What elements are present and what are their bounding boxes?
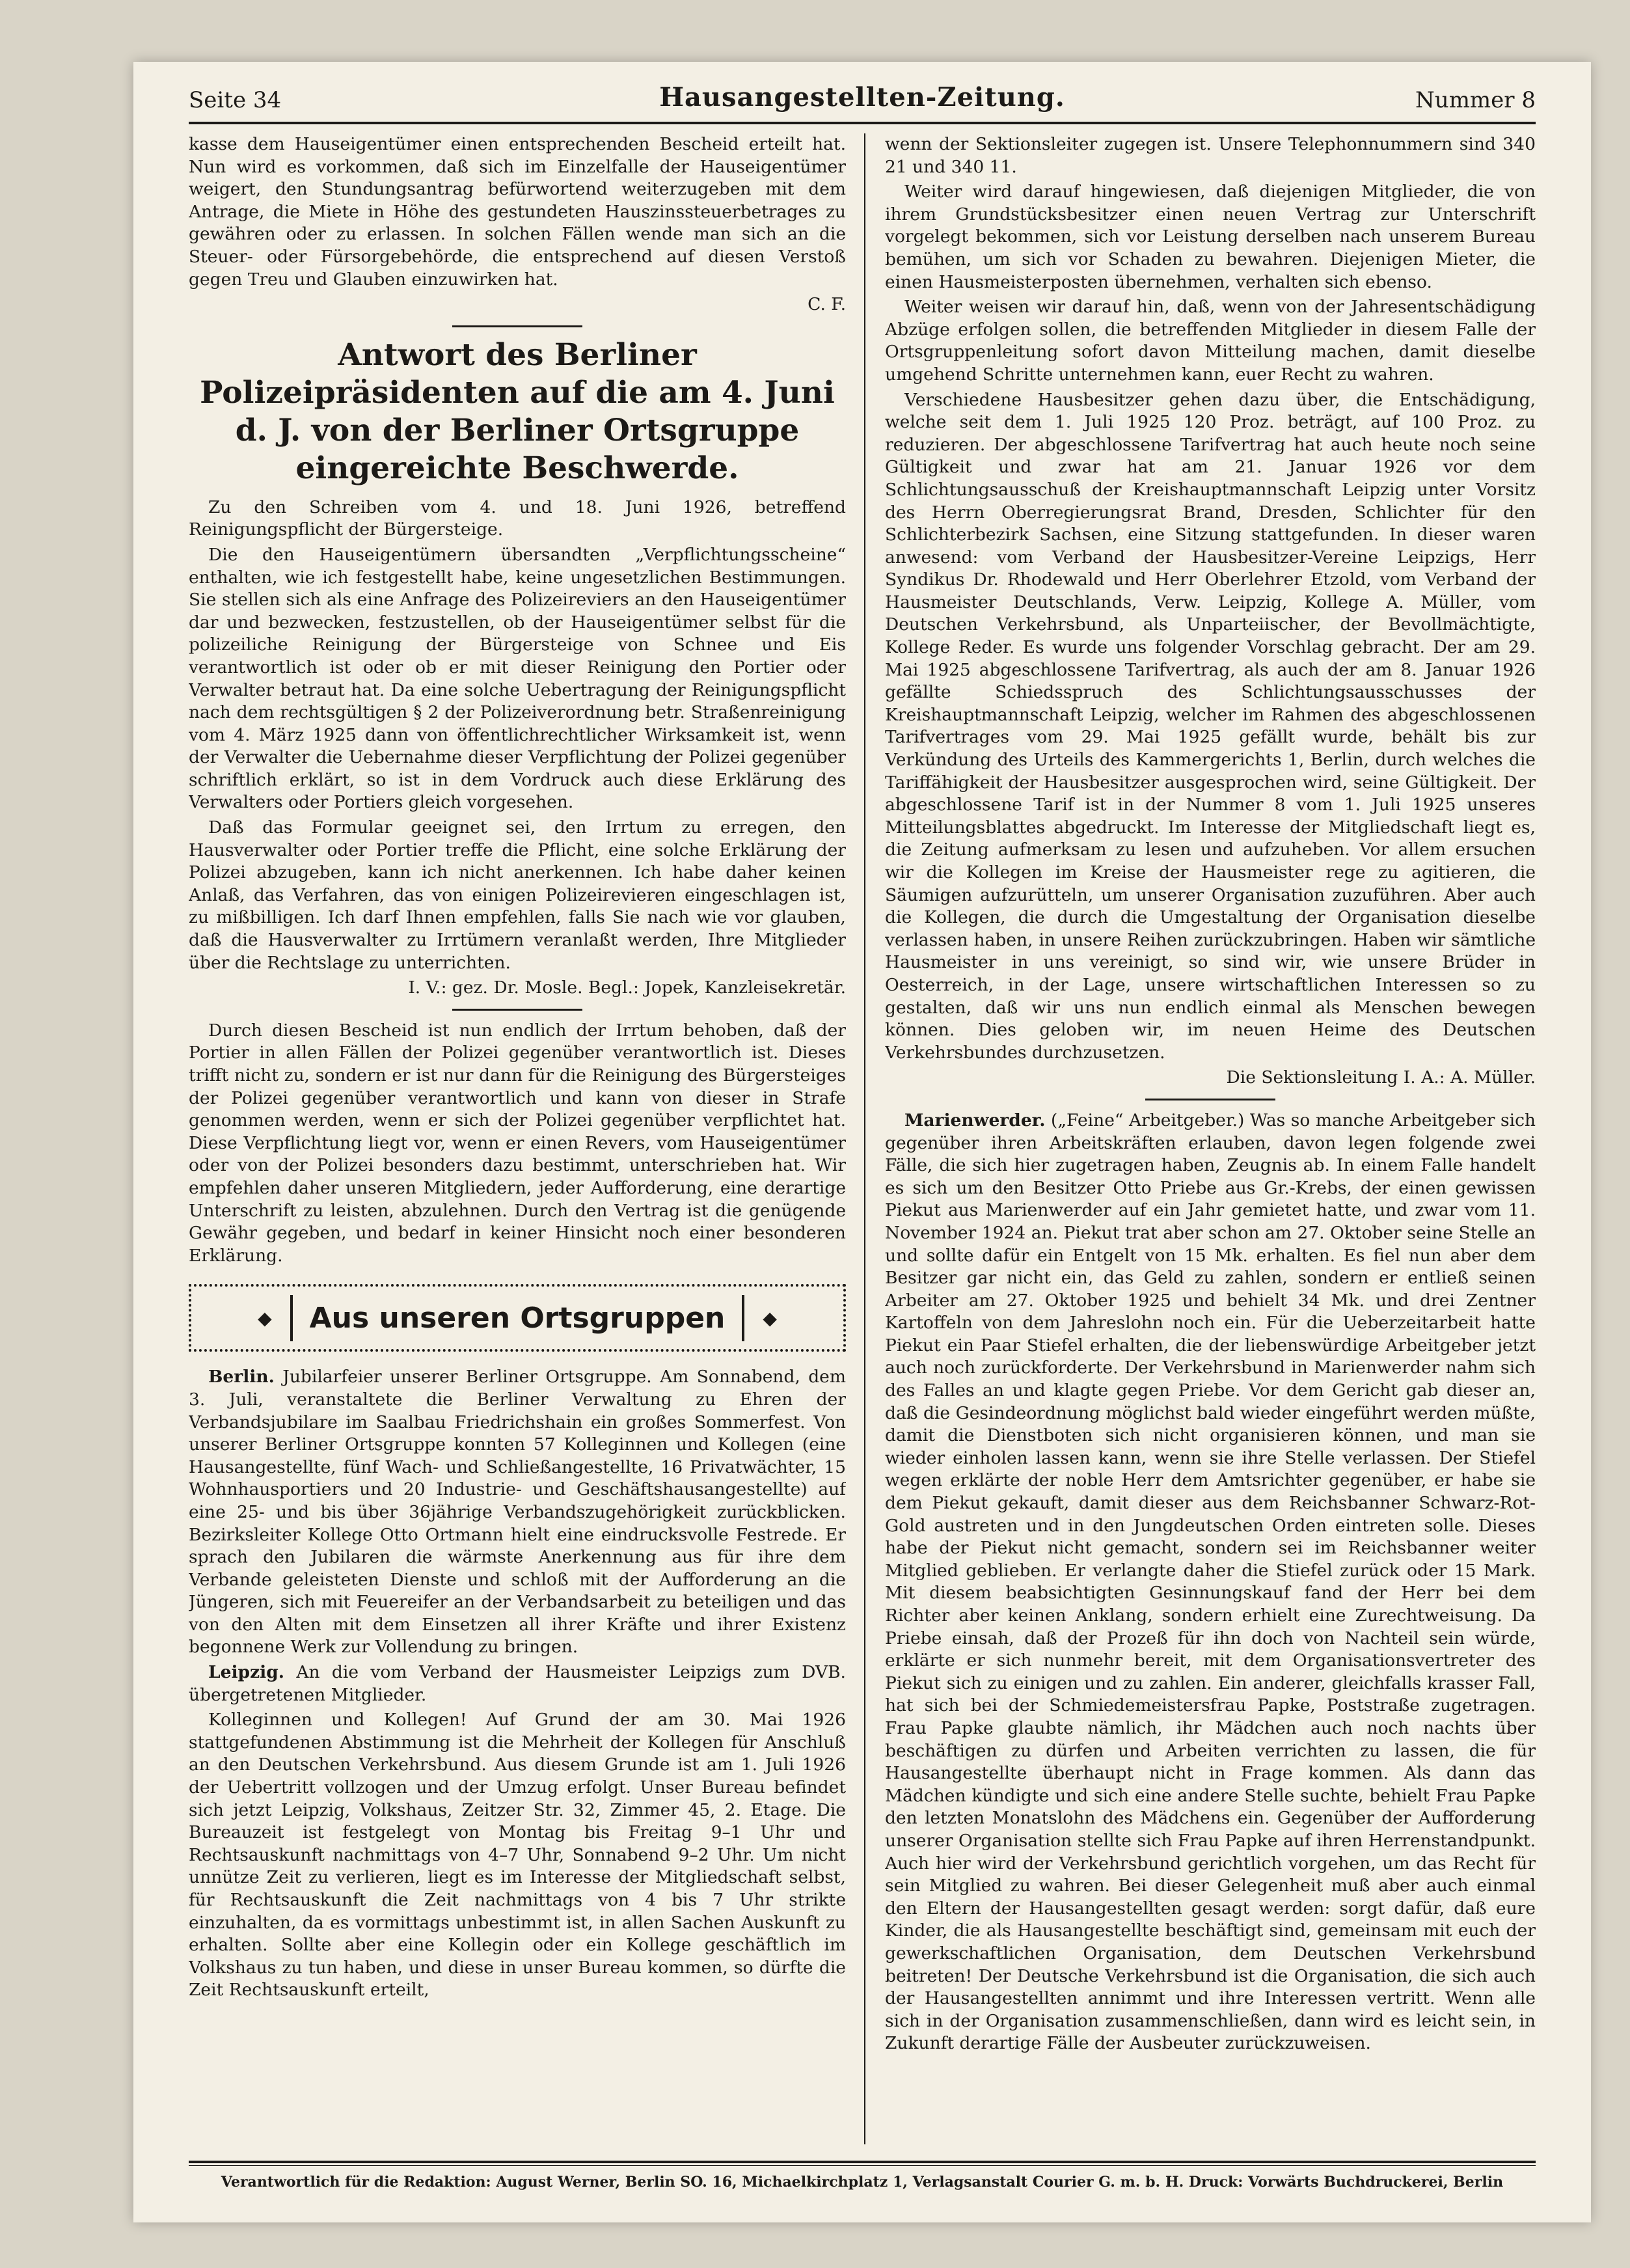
city-label: Marienwerder. [904,1110,1046,1130]
footer-rule [189,2161,1536,2163]
report-text: Jubilarfeier unserer Berliner Ortsgruppe. Am Sonnabend, dem 3. Juli, veranstaltete die Berliner Verwaltung zu Ehren der Verbandsjubilare im Saalbau Friedrichshain ein großes Sommerfest. Von unserer Berliner Ortsgruppe konnten 57 Kolleginnen und Kollegen (eine Hausangestellte, fünf Wach- und Schließangestellte, 16 Privatwächter, 15 Wohnhausportiers und 20 Industrie- und Geschäftshausangestellte) auf eine 25- und bis über 36jährige Verbandszugehörigkeit zurückblicken. Bezirksleiter Kollege Otto Ortmann hielt eine eindrucksvolle Festrede. Er sprach den Jubilaren die wärmste Anerkennung aus für ihre dem Verbande geleisteten Dienste und schloß mit der Aufforderung an die Jüngeren, sich mit Feuereifer an der Verbandsarbeit zu beteiligen und das von den Alten mit dem Einsetzen all ihrer Kräfte und ihrer Existenz begonnene Werk zur Vollendung zu bringen. [189,1367,846,1658]
divider [452,1009,582,1011]
left-column [189,133,846,2144]
diamond-icon: ◆ [258,1307,272,1329]
city-label: Leipzig. [208,1662,284,1683]
paragraph: wenn der Sektionsleiter zugegen ist. Unsere Telephonnummern sind 340 21 und 340 11. [885,134,1536,177]
report-marienwerder [885,1110,1536,2055]
section-banner [189,1284,846,1352]
diamond-icon: ◆ [763,1307,777,1329]
newspaper-title: Hausangestellten-Zeitung. [659,82,1065,113]
official-signature: I. V.: gez. Dr. Mosle. Begl.: Jopek, Kanzleisekretär. [408,977,846,998]
imprint: Verantwortlich für die Redaktion: August Werner, Berlin SO. 16, Michaelkirchplatz 1, Verlagsanstalt Courier G. m. b. H. Druck: Vorwärts Buchdruckerei, Berlin [221,2174,1504,2191]
report-berlin [189,1366,846,1659]
page-header [189,78,1536,124]
section-title: Aus unseren Ortsgruppen [290,1295,745,1341]
column-divider [864,133,865,2144]
report-text: An die vom Verband der Hausmeister Leipzigs zum DVB. übergetretenen Mitglieder. [189,1662,846,1705]
report-leipzig [189,1661,846,1706]
section-signature: Die Sektionsleitung I. A.: A. Müller. [1226,1067,1536,1088]
paragraph: Weiter wird darauf hingewiesen, daß diejenigen Mitglieder, die von ihrem Grundstücksbesitzer einen neuen Vertrag zur Unterschrift vorgelegt bekommen, sich vor Leistung derselben nach unserem Bureau bemühen, um sich vor Schaden zu bewahren. Diejenigen Mieter, die einen Hausmeisterposten übernehmen, verhalten sich ebenso. [885,182,1536,292]
paragraph: Verschiedene Hausbesitzer gehen dazu über, die Entschädigung, welche seit dem 1. Juli 1925 120 Proz. beträgt, auf 100 Proz. zu reduzieren. Der abgeschlossene Tarifvertrag hat auch heute noch seine Gültigkeit und zwar hat am 21. Januar 1926 vor dem Schlichtungsausschuß der Kreishauptmannschaft Leipzig unter Vorsitz des Herrn Oberregierungsrat Brand, Dresden, Schlichter für den Schlichterbezirk Sachsen, eine Sitzung stattgefunden. In dieser waren anwesend: vom Verband der Hausbesitzer-Vereine Leipzigs, Herr Syndikus Dr. Rhodewald und Herr Oberlehrer Etzold, vom Verband der Hausmeister Deutschlands, Verw. Leipzig, Kollege A. Müller, vom Deutschen Verkehrsbund, als Unparteiischer, der Bevollmächtigte, Kollege Reder. Es wurde uns folgender Vorschlag gebracht. Der am 29. Mai 1925 abgeschlossene Tarifvertrag, als auch der am 8. Januar 1926 gefällte Schiedsspruch des Schlichtungsausschusses der Kreishauptmannschaft Leipzig, welcher im Rahmen des abgeschlossenen Tarifvertrages vom 29. Mai 1925 gefällt wurde, behält bis zur Verkündung des Urteils des Kammergerichts 1, Berlin, durch welches die Tariffähigkeit der Hausbesitzer ausgesprochen wird, seine Gültigkeit. Der abgeschlossene Tarif ist in der Nummer 8 vom 1. Juli 1925 unseres Mitteilungsblattes abgedruckt. Im Interesse der Mitgliedschaft liegt es, die Zeitung aufmerksam zu lesen und aufzuheben. Vor allem ersuchen wir die Kollegen im Kreise der Hausmeister rege zu agitieren, die Säumigen aufzurütteln, um unserer Organisation zuzuführen. Aber auch die Kollegen, die durch die Umgestaltung der Organisation dieselbe verlassen haben, in unsere Reihen zurückzubringen. Haben wir sämtliche Hausmeister in uns vereinigt, so sind wir, wie unsere Brüder in Oesterreich, in der Lage, unsere wirtschaftlichen Interessen so zu gestalten, daß wir uns nun endlich einmal als Menschen bewegen können. Dies geloben wir, im neuen Heime des Deutschen Verkehrsbundes durchzusetzen. [885,389,1536,1063]
newspaper-page [133,62,1591,2222]
paragraph: Die den Hauseigentümern übersandten „Verpflichtungsscheine“ enthalten, wie ich festgestellt habe, keine ungesetzlichen Bestimmungen. Sie stellen sich als eine Anfrage des Polizeireviers an den Hauseigentümer dar und bezwecken, festzustellen, ob der Hauseigentümer selbst für die polizeiliche Reinigung der Bürgersteige von Schnee und Eis verantwortlich ist oder ob er mit dieser Reinigung den Portier oder Verwalter betraut hat. Da eine solche Uebertragung der Reinigungspflicht nach dem rechtsgültigen § 2 der Polizeiverordnung betr. Straßenreinigung vom 4. März 1925 dann von öffentlichrechtlicher Wirksamkeit ist, wenn der Verwalter die Uebernahme dieser Verpflichtung der Polizei gegenüber schriftlich erklärt, so ist in dem Vordruck auch diese Erklärung des Verwalters oder Portiers gleich vorgesehen. [189,544,846,813]
article-headline: Antwort des Berliner Polizeipräsidenten auf die am 4. Juni d. J. von der Berliner Ortsgruppe eingereichte Beschwerde. [200,336,835,486]
page-number: Seite 34 [189,87,282,113]
divider [452,325,582,327]
paragraph: kasse dem Hauseigentümer einen entsprechenden Bescheid erteilt hat. Nun wird es vorkommen, daß sich im Einzelfalle der Hauseigentümer weigert, den Stundungsantrag befürwortend weiterzugeben mit dem Antrage, die Miete in Höhe des gestundeten Hauszinssteuerbetrages zu gewähren oder zu erlassen. In solchen Fällen wende man sich an die Steuer- oder Fürsorgebehörde, die entsprechend auf diesen Verstoß gegen Treu und Glauben einzuwirken hat. [189,134,846,290]
right-column [885,133,1536,2144]
paragraph: Durch diesen Bescheid ist nun endlich der Irrtum behoben, daß der Portier in allen Fällen der Polizei gegenüber verantwortlich ist. Dieses trifft nicht zu, sondern er ist nur dann für die Reinigung des Bürgersteiges der Polizei gegenüber verantwortlich und kann von dieser in Strafe genommen werden, wenn er sich der Polizei gegenüber verpflichtet hat. Diese Verpflichtung liegt vor, wenn er einen Revers, vom Hauseigentümer oder von der Polizei besonders dazu bestimmt, unterschrieben hat. Wir empfehlen daher unseren Mitgliedern, jeder Aufforderung, eine derartige Unterschrift zu leisten, abzulehnen. Durch den Vertrag ist die genügende Gewähr gegeben, und bedarf in keiner Hinsicht noch einer besonderen Erklärung. [189,1020,846,1266]
header-rule [189,122,1536,124]
city-label: Berlin. [208,1367,275,1387]
report-text: („Feine“ Arbeitgeber.) Was so manche Arbeitgeber sich gegenüber ihren Arbeitskräften erlauben, davon legen folgende zwei Fälle, die sich hier zugetragen haben, Zeugnis ab. In einem Falle handelt es sich um den Besitzer Otto Priebe aus Gr.-Krebs, der einen gewissen Piekut aus Marienwerder auf ein Jahr gemietet hatte, und zwar vom 11. November 1924 an. Piekut trat aber schon am 27. Oktober seine Stelle an und sollte dafür ein Entgelt von 15 Mk. erhalten. Es fiel nun aber dem Besitzer gar nicht ein, das Geld zu zahlen, sondern er entließ seinen Arbeiter am 27. Oktober 1925 und behielt 34 Mk. und drei Zentner Kartoffeln von dem Jahreslohn noch ein. Für die Ueberzeitarbeit hatte Piekut ein Paar Stiefel erhalten, die der liebenswürdige Arbeitgeber jetzt auch noch zurückforderte. Der Verkehrsbund in Marienwerder nahm sich des Falles an und klagte gegen Priebe. Vor dem Gericht gab dieser an, daß die Gesindeordnung möglichst bald wieder eingeführt werden müßte, damit die Dienstboten sich nicht organisieren können, und man sie wieder einholen lassen kann, wenn sie ihre Stelle verlassen. Der Stiefel wegen erklärte der noble Herr dem Amtsrichter gegenüber, er habe sie dem Piekut gekauft, damit dieser aus dem Reichsbanner Schwarz-Rot-Gold austreten und in den Jungdeutschen Orden eintreten solle. Dieses habe der Piekut nicht gemacht, sondern sei im Reichsbanner weiter Mitglied geblieben. Er verlangte daher die Stiefel zurück oder 15 Mark. Mit diesem beabsichtigten Gesinnungskauf fand der Herr bei dem Richter aber keinen Anklang, sondern erhielt eine Zurechtweisung. Da Priebe einsah, daß der Prozeß für ihn doch von Nachteil sein würde, erklärte er sich nunmehr bereit, mit dem Organisationsvertreter des Piekut sich zu einigen und zu zahlen. Ein anderer, gleichfalls krasser Fall, hat sich bei der Schmiedemeistersfrau Papke, Poststraße zugetragen. Frau Papke glaubte nämlich, ihr Mädchen auch noch nachts über beschäftigen zu dürfen und Arbeiten verrichten zu lassen, die für Hausangestellte überhaupt nicht in Frage kommen. Als dann das Mädchen kündigte und sich eine andere Stelle suchte, behielt Frau Papke den letzten Monatslohn des Mädchens ein. Gegenüber der Aufforderung unserer Organisation stellte sich Frau Papke auf ihren Herrenstandpunkt. Auch hier wird der Verkehrsbund gerichtlich vorgehen, um das Recht für sein Mitglied zu wahren. Bei dieser Gelegenheit muß aber auch einmal den Eltern der Hausangestellten gesagt werden: sorgt dafür, daß eure Kinder, die als Hausangestellte beschäftigt sind, gemeinsam mit euch der gewerkschaftlichen Organisation, dem Deutschen Verkehrsbund beitreten! Der Deutsche Verkehrsbund ist die Organisation, die sich auch der Hausangestellten annimmt und ihre Interessen vertritt. Wenn alle sich in der Organisation zusammenschließen, dann wird es leicht sein, in Zukunft derartige Fälle der Ausbeuter zurückzuweisen. [885,1110,1536,2054]
author-signature: C. F. [808,294,846,315]
footer-rule-thin [189,2165,1536,2166]
paragraph: Zu den Schreiben vom 4. und 18. Juni 1926, betreffend Reinigungspflicht der Bürgersteige. [189,497,846,540]
issue-number: Nummer 8 [1415,87,1536,113]
paragraph: Weiter weisen wir darauf hin, daß, wenn von der Jahresentschädigung Abzüge erfolgen sollen, die betreffenden Mitglieder in diesem Falle der Ortsgruppenleitung sofort davon Mitteilung machen, damit dieselbe umgehend Schritte unternehmen kann, euer Recht zu wahren. [885,297,1536,385]
paragraph: Kolleginnen und Kollegen! Auf Grund der am 30. Mai 1926 stattgefundenen Abstimmung ist die Mehrheit der Kollegen für Anschluß an den Deutschen Verkehrsbund. Aus diesem Grunde ist am 1. Juli 1926 der Uebertritt vollzogen und der Umzug erfolgt. Unser Bureau befindet sich jetzt Leipzig, Volkshaus, Zeitzer Str. 32, Zimmer 45, 2. Etage. Die Bureauzeit ist festgelegt von Montag bis Freitag 9–1 Uhr und Rechtsauskunft nachmittags von 4–7 Uhr, Sonnabend 9–2 Uhr. Um nicht unnütze Zeit zu verlieren, liegt es im Interesse der Mitgliedschaft selbst, für Rechtsauskunft die Zeit nachmittags von 4 bis 7 Uhr strikte einzuhalten, da es vormittags unbestimmt ist, in allen Sachen Auskunft zu erhalten. Sollte aber eine Kollegin oder ein Kollege geschäftlich im Volkshaus zu tun haben, und diese in unser Bureau kommen, so dürfte die Zeit Rechtsauskunft erteilt, [189,1710,846,2001]
divider [1145,1099,1275,1100]
paragraph: Daß das Formular geeignet sei, den Irrtum zu erregen, den Hausverwalter oder Portier treffe die Pflicht, eine solche Erklärung der Polizei abzugeben, kann ich nicht anerkennen. Ich habe daher keinen Anlaß, das Verfahren, das von einigen Polizeirevieren eingeschlagen ist, zu mißbilligen. Ich darf Ihnen empfehlen, falls Sie nach wie vor glauben, daß die Hausverwalter zu Irrtümern veranlaßt werden, Ihre Mitglieder über die Rechtslage zu unterrichten. [189,817,846,973]
